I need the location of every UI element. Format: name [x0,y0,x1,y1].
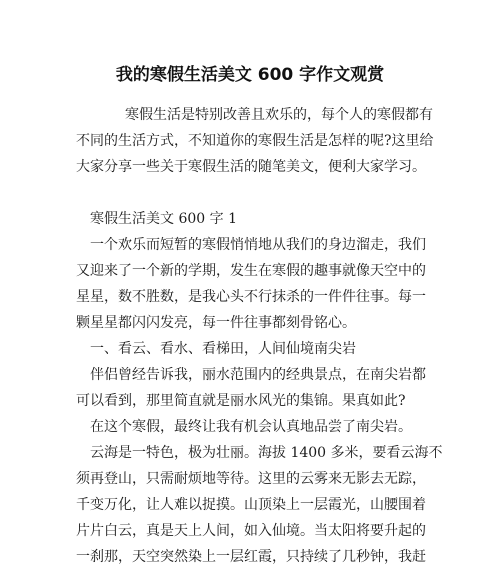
paragraph-line: 星星，数不胜数，是我心头不行抹杀的一件件往事。每一 [76,289,426,305]
paragraph-line: 颗星星都闪闪发亮，每一件往事都刻骨铭心。 [76,315,356,331]
paragraph-line: 寒假生活是特别改善且欢乐的，每个人的寒假都有 [125,107,433,123]
paragraph-line: 须再登山，只需耐烦地等待。这里的云雾来无影去无踪， [76,471,426,487]
paragraph-line: 千变万化，让人难以捉摸。山顶染上一层霞光，山腰围着 [76,497,426,513]
section-heading: 寒假生活美文 600 字 1 [90,211,237,227]
subsection-heading: 一、看云、看水、看梯田，人间仙境南尖岩 [90,341,356,357]
document-title: 我的寒假生活美文 600 字作文观赏 [115,65,385,85]
paragraph-line: 在这个寒假，最终让我有机会认真地品尝了南尖岩。 [90,419,412,435]
paragraph-line: 不同的生活方式，不知道你的寒假生活是怎样的呢?这里给 [76,133,434,149]
paragraph-line: 又迎来了一个新的学期，发生在寒假的趣事就像天空中的 [76,263,426,279]
paragraph-line: 云海是一特色，极为壮丽。海拔 1400 多米，要看云海不 [90,445,443,461]
paragraph-line: 片片白云，真是天上人间，如入仙境。当太阳将要升起的 [76,523,426,539]
paragraph-line: 伴侣曾经告诉我，丽水范围内的经典景点，在南尖岩都 [90,367,426,383]
paragraph-line: 可以看到，那里简直就是丽水风光的集锦。果真如此? [76,393,406,409]
paragraph-line: 一个欢乐而短暂的寒假悄悄地从我们的身边溜走，我们 [90,237,426,253]
paragraph-line: 大家分享一些关于寒假生活的随笔美文，便利大家学习。 [76,159,426,175]
paragraph-line: 一刹那，天空突然染上一层红霞，只持续了几秒钟，我赶 [76,549,426,565]
